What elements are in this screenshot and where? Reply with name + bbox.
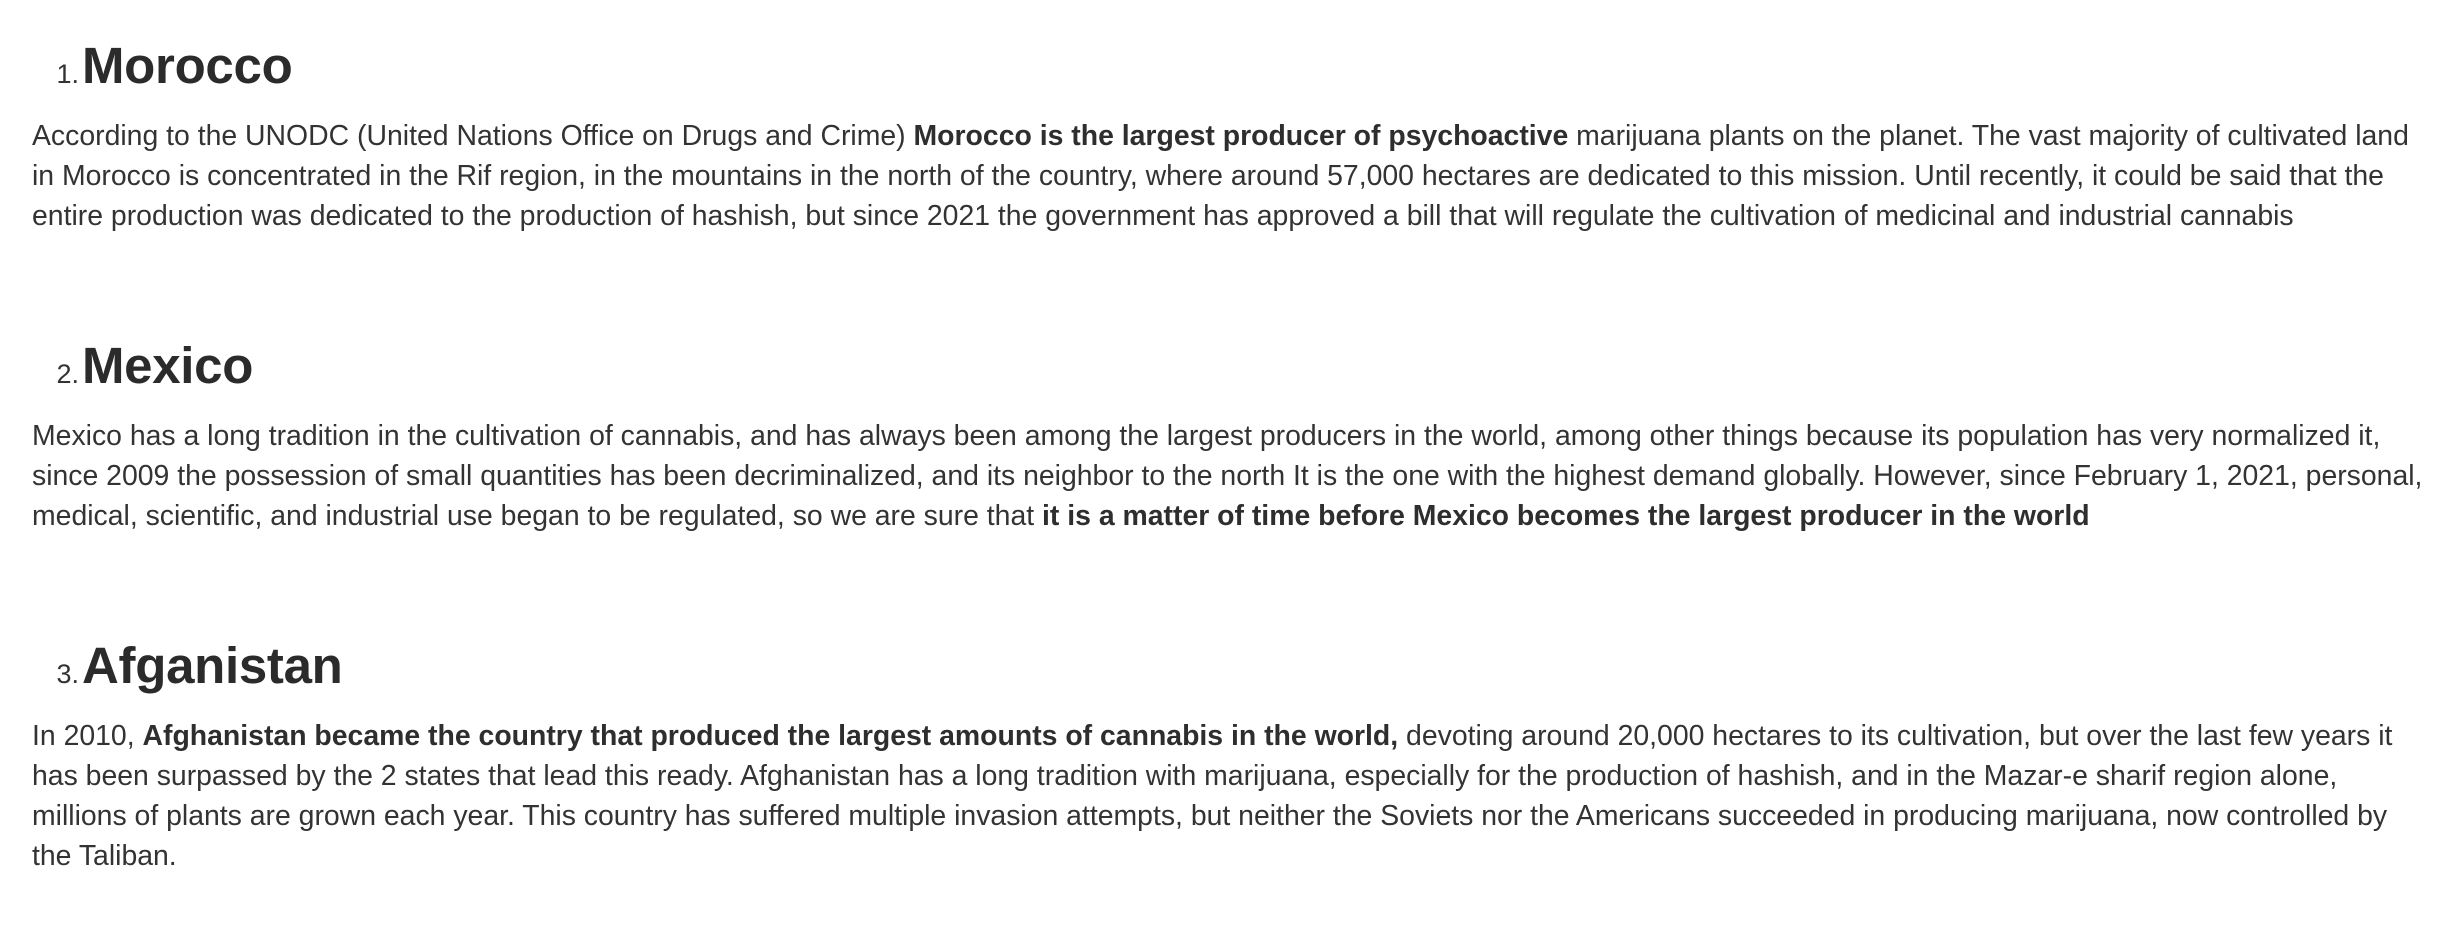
section-heading bbox=[32, 30, 2434, 102]
section-paragraph bbox=[32, 716, 2434, 876]
paragraph-bold-text: it is a matter of time before Mexico becomes the largest producer in the world bbox=[1042, 500, 2090, 532]
section-paragraph bbox=[32, 116, 2434, 236]
section-title: Mexico bbox=[82, 337, 254, 394]
list-number: 1. bbox=[56, 59, 79, 89]
paragraph-bold-text: Morocco is the largest producer of psychoactive bbox=[913, 120, 1569, 152]
section-heading bbox=[32, 330, 2434, 402]
section-paragraph bbox=[32, 416, 2434, 536]
paragraph-text: In 2010, bbox=[32, 720, 143, 752]
section-title: Afganistan bbox=[82, 637, 343, 694]
paragraph-text: devoting around 20,000 hectares to its cultivation, but over the last few years it has been surpassed by the 2 states that lead this ready. Afghanistan has a long tradition with marijuana, especially for the production of hashish, and in the Mazar-e sharif region alone, millions of plants are grown each year. This country has suffered multiple invasion attempts, but neither the Soviets nor the Americans succeeded in producing marijuana, now controlled by the Taliban. bbox=[32, 720, 2393, 872]
section-afganistan bbox=[32, 630, 2434, 876]
paragraph-bold-text: Afghanistan became the country that produced the largest amounts of cannabis in the world, bbox=[142, 720, 1399, 752]
list-number: 2. bbox=[56, 359, 79, 389]
section-morocco bbox=[32, 30, 2434, 236]
section-title: Morocco bbox=[82, 37, 293, 94]
paragraph-text: Mexico has a long tradition in the cultivation of cannabis, and has always been among the largest producers in the world, among other things because its population has very normalized it, since 2009 the possession of small quantities has been decriminalized, and its neighbor to the north It is the one with the highest demand globally. However, since February 1, 2021, personal, medical, scientific, and industrial use began to be regulated, so we are sure that bbox=[32, 420, 2423, 532]
section-heading bbox=[32, 630, 2434, 702]
paragraph-text: According to the UNODC (United Nations Office on Drugs and Crime) bbox=[32, 120, 914, 152]
paragraph-text: marijuana plants on the planet. The vast majority of cultivated land in Morocco is concentrated in the Rif region, in the mountains in the north of the country, where around 57,000 hectares are dedicated to this mission. Until recently, it could be said that the entire production was dedicated to the production of hashish, but since 2021 the government has approved a bill that will regulate the cultivation of medicinal and industrial cannabis bbox=[32, 120, 2409, 232]
list-number: 3. bbox=[56, 659, 79, 689]
section-mexico bbox=[32, 330, 2434, 536]
